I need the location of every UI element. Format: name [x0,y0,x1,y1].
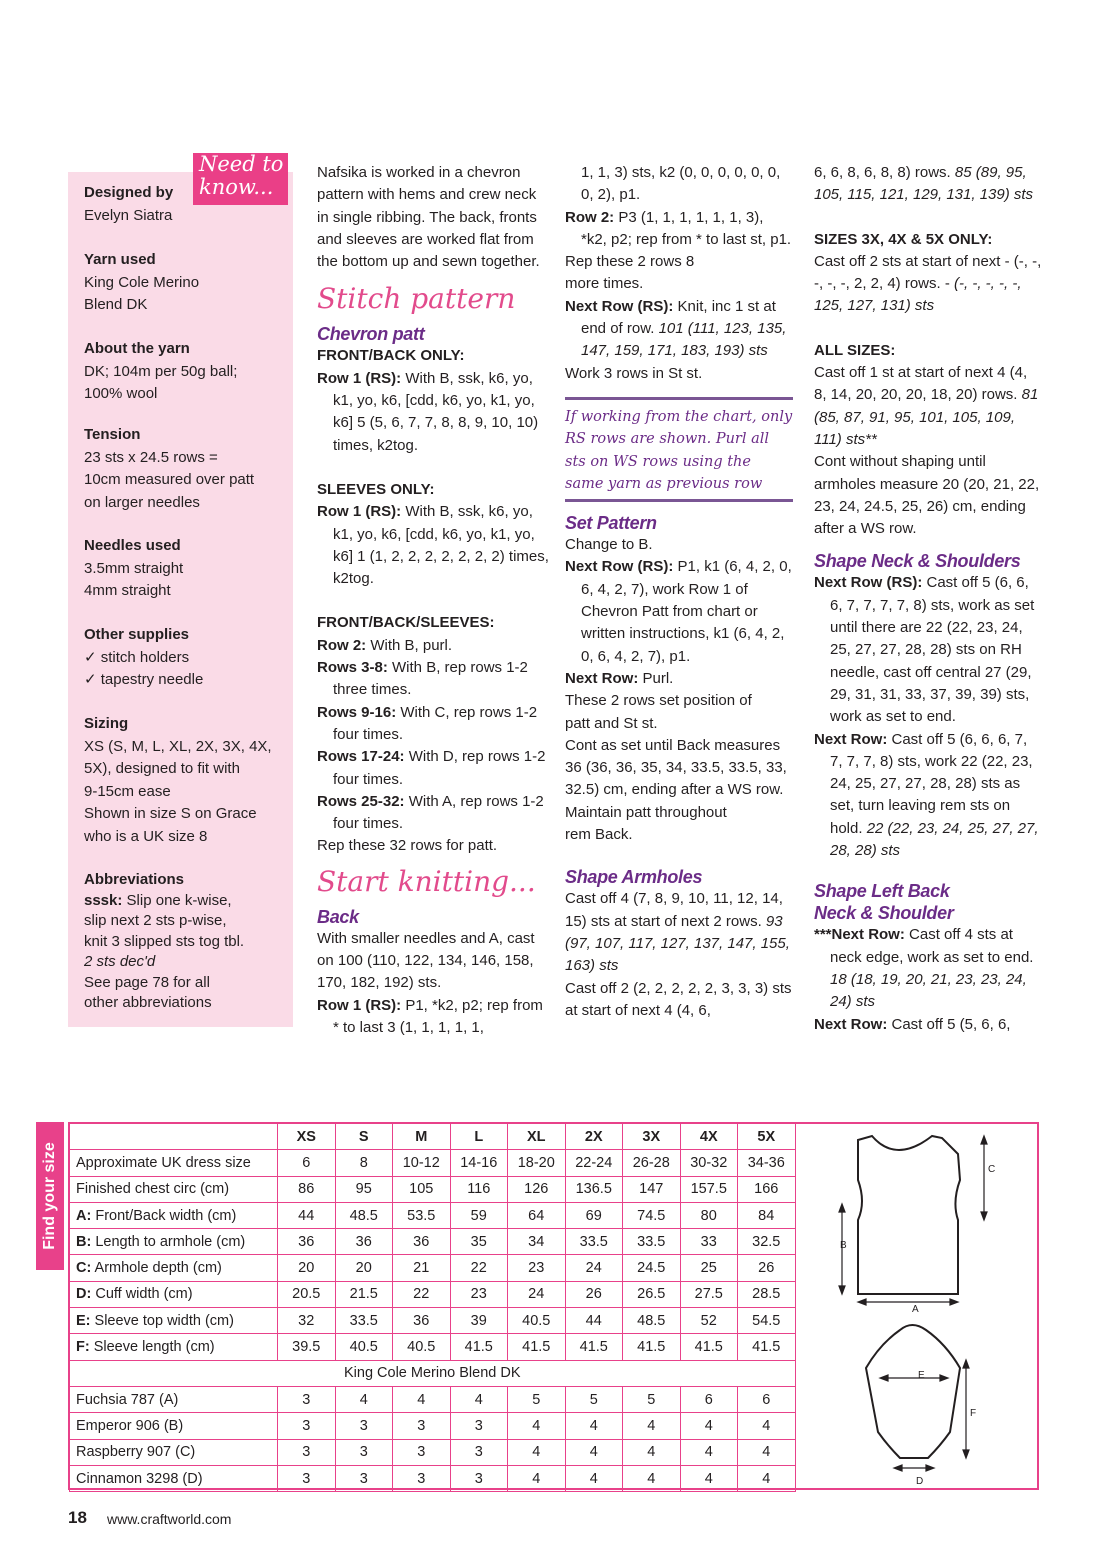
row-label: C: Armhole depth (cm) [70,1255,278,1281]
need-to-know-badge: Need to know... [193,153,288,205]
size-header: 3X [623,1124,681,1150]
table-cell: 5 [508,1386,566,1412]
table-cell: 3 [335,1465,393,1491]
row-label: B: Length to armhole (cm) [70,1229,278,1255]
table-cell: 84 [738,1202,796,1228]
table-cell: 3 [393,1465,451,1491]
table-cell: 41.5 [565,1334,623,1360]
website-link[interactable]: www.craftworld.com [107,1511,232,1527]
table-row [70,1465,796,1491]
table-cell: 3 [450,1439,508,1465]
table-cell: 64 [508,1202,566,1228]
table-cell: 39.5 [278,1334,336,1360]
table-cell: 44 [565,1308,623,1334]
table-cell: 4 [508,1439,566,1465]
table-cell: 3 [335,1439,393,1465]
yarn-span-label: King Cole Merino Blend DK [70,1360,796,1386]
stitch-pattern-heading: Stitch pattern [317,282,516,316]
row-label: D: Cuff width (cm) [70,1281,278,1307]
sizing: Sizing XS (S, M, L, XL, 2X, 3X, 4X, 5X), designed to fit with 9-15cm ease Shown in size S on Grace who is a UK size 8 [84,715,272,845]
table-cell: 4 [680,1413,738,1439]
left-back-heading: Shape Left Back Neck & Shoulder [814,881,954,924]
table-row [70,1439,796,1465]
table-cell: 21 [393,1255,451,1281]
table-cell: 34 [508,1229,566,1255]
table-cell: 116 [450,1176,508,1202]
table-cell: 4 [738,1439,796,1465]
table-row [70,1308,796,1334]
table-cell: 40.5 [393,1334,451,1360]
chevron-heading: Chevron patt [317,324,425,345]
table-cell: 35 [450,1229,508,1255]
table-cell: 18-20 [508,1150,566,1176]
table-cell: 74.5 [623,1202,681,1228]
table-cell: 36 [278,1229,336,1255]
table-cell: 53.5 [393,1202,451,1228]
table-cell: 4 [335,1386,393,1412]
row-label: A: Front/Back width (cm) [70,1202,278,1228]
table-cell: 20 [278,1255,336,1281]
size-header: L [450,1124,508,1150]
table-cell: 3 [450,1413,508,1439]
table-cell: 36 [393,1229,451,1255]
table-cell: 28.5 [738,1281,796,1307]
table-cell: 10-12 [393,1150,451,1176]
table-cell: 59 [450,1202,508,1228]
label-a: A [912,1304,919,1315]
table-cell: 4 [738,1413,796,1439]
table-cell: 4 [680,1465,738,1491]
designed-by: Designed by Evelyn Siatra [84,184,174,224]
table-cell: 20 [335,1255,393,1281]
table-cell: 23 [450,1281,508,1307]
table-cell: 4 [623,1439,681,1465]
table-cell: 105 [393,1176,451,1202]
table-cell: 157.5 [680,1176,738,1202]
table-cell: 27.5 [680,1281,738,1307]
table-cell: 4 [508,1413,566,1439]
size-header: XS [278,1124,336,1150]
table-cell: 36 [393,1308,451,1334]
table-cell: 5 [623,1386,681,1412]
table-cell: 52 [680,1308,738,1334]
table-cell: 86 [278,1176,336,1202]
yarn-span-row [70,1360,796,1386]
table-cell: 136.5 [565,1176,623,1202]
column-3: 6, 6, 8, 6, 8, 8) rows. 85 (89, 95, 105, 115, 121, 129, 131, 139) sts SIZES 3X, 4X & 5X ONLY: Cast off 2 sts at start of next - (-, -, -, -, -, 2, 2, 4) rows. - (-, -, -, -, -, 125, 127, 131) sts ALL SIZES: Cast off 1 st at start of next 4 (4, 8, 14, 20, 20, 20, 18, 20) rows. 81 (85, 87, 91, 95, 101, 105, 109, 111) sts** Cont without shaping until armholes measure 20 (20, 21, 22, 23, 24, 24.5, 25, 26) cm, ending after a WS row. Shape Neck & Shoulders Next Row (RS): Cast off 5 (6, 6, 6, 7, 7, 7, 7, 8) sts, work as set until there are 22 (22, 23, 24, 25, 27, 27, 28, 28) sts on RH needle, cast off central 27 (29, 29, 31, 31, 33, 37, 39, 39) sts, work as set to end. Next Row: Cast off 5 (6, 6, 6, 7, 7, 7, 7, 8) sts, work 22 (22, 23, 24, 25, 27, 27, 28, 28) sts as set, turn leaving rem sts on hold. 22 (22, 23, 24, 25, 27, 27, 28, 28) sts Shape Left Back Neck & Shoulder ***Next Row: Cast off 4 sts at neck edge, work as set to end. 18 (18, 19, 20, 21, 23, 23, 24, 24) sts Next Row: Cast off 5 (5, 6, 6, [814,164,1042,1033]
label-b: B [840,1240,847,1251]
table-row [70,1281,796,1307]
size-header: 4X [680,1124,738,1150]
table-cell: 44 [278,1202,336,1228]
row-label: Emperor 906 (B) [70,1413,278,1439]
table-cell: 41.5 [738,1334,796,1360]
table-cell: 26-28 [623,1150,681,1176]
table-cell: 147 [623,1176,681,1202]
table-cell: 3 [278,1386,336,1412]
intro-text: Nafsika is worked in a chevron pattern with hems and crew neck in single ribbing. The back, fronts and sleeves are worked flat from the bottom up and sewn together. [317,164,540,271]
set-pattern-heading: Set Pattern [565,513,657,534]
garment-schematic [800,1124,1037,1488]
size-header: XL [508,1124,566,1150]
table-cell: 24 [508,1281,566,1307]
table-cell: 95 [335,1176,393,1202]
row-label: E: Sleeve top width (cm) [70,1308,278,1334]
start-knitting-heading: Start knitting... [317,864,536,898]
table-cell: 4 [565,1413,623,1439]
size-table [69,1123,796,1492]
table-cell: 4 [393,1386,451,1412]
table-cell: 4 [450,1386,508,1412]
table-cell: 4 [738,1465,796,1491]
table-cell: 3 [450,1465,508,1491]
table-cell: 40.5 [335,1334,393,1360]
table-cell: 36 [335,1229,393,1255]
size-header: M [393,1124,451,1150]
table-cell: 48.5 [335,1202,393,1228]
table-cell: 3 [278,1465,336,1491]
table-cell: 41.5 [450,1334,508,1360]
table-cell: 6 [278,1150,336,1176]
find-your-size-tab: Find your size [36,1122,64,1270]
table-cell: 34-36 [738,1150,796,1176]
table-cell: 8 [335,1150,393,1176]
table-cell: 39 [450,1308,508,1334]
table-row [70,1386,796,1412]
table-cell: 69 [565,1202,623,1228]
table-cell: 4 [565,1439,623,1465]
table-cell: 40.5 [508,1308,566,1334]
yarn-used: Yarn used King Cole Merino Blend DK [84,251,200,313]
table-cell: 54.5 [738,1308,796,1334]
other-supplies: Other supplies ✓ stitch holders ✓ tapestry needle [84,626,204,688]
row-label: Fuchsia 787 (A) [70,1386,278,1412]
table-row [70,1150,796,1176]
table-cell: 4 [623,1413,681,1439]
label-e: E [918,1370,925,1381]
table-cell: 30-32 [680,1150,738,1176]
table-cell: 3 [393,1413,451,1439]
table-cell: 20.5 [278,1281,336,1307]
table-cell: 4 [623,1465,681,1491]
about-yarn: About the yarn DK; 104m per 50g ball; 100% wool [84,340,238,402]
table-cell: 22 [450,1255,508,1281]
page-number: 18 [68,1508,87,1527]
table-cell: 33.5 [565,1229,623,1255]
table-cell: 4 [565,1465,623,1491]
shape-armholes-heading: Shape Armholes [565,867,703,888]
needles-used: Needles used 3.5mm straight 4mm straight [84,537,184,599]
column-2: 1, 1, 3) sts, k2 (0, 0, 0, 0, 0, 0, 0, 2), p1. Row 2: P3 (1, 1, 1, 1, 1, 1, 3), *k2, p2; rep from * to last st, p1. Rep these 2 rows 8 more times. Next Row (RS): Knit, inc 1 st at end of row. 101 (111, 123, 135, 147, 159, 171, 183, 193) sts Work 3 rows in St st. If working from the chart, only RS rows are shown. Purl all sts on WS rows using the same yarn as previous row Set Pattern Change to B. Next Row (RS): P1, k1 (6, 4, 2, 0, 6, 4, 2, 7), work Row 1 of Chevron Patt from chart or written instructions, k1 (6, 4, 2, 0, 6, 4, 2, 7), p1. Next Row: Purl. These 2 rows set position of patt and St st. Cont as set until Back measures 36 (36, 36, 35, 34, 33.5, 33.5, 33, 32.5) cm, ending after a WS row. Maintain patt throughout rem Back. Shape Armholes Cast off 4 (7, 8, 9, 10, 11, 12, 14, 15) sts at start of next 2 rows. 93 (97, 107, 117, 127, 137, 147, 155, 163) sts Cast off 2 (2, 2, 2, 2, 2, 3, 3, 3) sts at start of next 4 (4, 6, [565,164,793,1019]
table-cell: 3 [393,1439,451,1465]
row-label: Raspberry 907 (C) [70,1439,278,1465]
table-cell: 4 [680,1439,738,1465]
table-cell: 166 [738,1176,796,1202]
table-cell: 4 [508,1465,566,1491]
row-label: Finished chest circ (cm) [70,1176,278,1202]
table-cell: 22 [393,1281,451,1307]
table-cell: 41.5 [680,1334,738,1360]
table-cell: 48.5 [623,1308,681,1334]
table-cell: 3 [278,1439,336,1465]
table-cell: 33 [680,1229,738,1255]
table-cell: 41.5 [508,1334,566,1360]
label-f: F [970,1408,977,1419]
table-cell: 32 [278,1308,336,1334]
table-cell: 33.5 [623,1229,681,1255]
sleeve-outline [866,1325,960,1458]
table-cell: 14-16 [450,1150,508,1176]
table-cell: 126 [508,1176,566,1202]
table-cell: 33.5 [335,1308,393,1334]
tension: Tension 23 sts x 24.5 rows = 10cm measured over patt on larger needles [84,426,255,511]
table-cell: 3 [278,1413,336,1439]
table-header-row [70,1124,796,1150]
table-cell: 32.5 [738,1229,796,1255]
table-row [70,1255,796,1281]
size-header: 2X [565,1124,623,1150]
column-1: Nafsika is worked in a chevron pattern with hems and crew neck in single ribbing. The back, fronts and sleeves are worked flat from the bottom up and sewn together. Stitch pattern Chevron patt FRONT/BACK ONLY: Row 1 (RS): With B, ssk, k6, yo, k1, yo, k6, [cdd, k6, yo, k1, yo, k6] 5 (5, 6, 7, 7, 8, 8, 9, 10, 10) times, k2tog. SLEEVES ONLY: Row 1 (RS): With B, ssk, k6, yo, k1, yo, k6, [cdd, k6, yo, k1, yo, k6] 1 (1, 2, 2, 2, 2, 2, 2, 2) times, k2tog. FRONT/BACK/SLEEVES: Row 2: With B, purl. Rows 3-8: With B, rep rows 1-2 three times. Rows 9-16: With C, rep rows 1-2 four times. Rows 17-24: With D, rep rows 1-2 four times. Rows 25-32: With A, rep rows 1-2 four times. Rep these 32 rows for patt. Start knitting... Back With smaller needles and A, cast on 100 (110, 122, 134, 146, 158, 170, 182, 192) sts. Row 1 (RS): P1, *k2, p2; rep from * to last 3 (1, 1, 1, 1, 1, [317,164,549,1036]
size-header: S [335,1124,393,1150]
size-header: 5X [738,1124,796,1150]
chart-callout: If working from the chart, only RS rows are shown. Purl all sts on WS rows using the same yarn as previous row [565,397,793,502]
table-cell: 26.5 [623,1281,681,1307]
label-c: C [988,1164,996,1175]
table-cell: 23 [508,1255,566,1281]
table-row [70,1413,796,1439]
table-row [70,1176,796,1202]
abbreviations: Abbreviations sssk: Slip one k-wise, slip next 2 sts p-wise, knit 3 slipped sts tog tbl. 2 sts dec'd See page 78 for all other abbreviations [84,871,245,1011]
table-row [70,1229,796,1255]
row-label: Approximate UK dress size [70,1150,278,1176]
label-d: D [916,1476,924,1487]
table-cell: 26 [565,1281,623,1307]
table-cell: 80 [680,1202,738,1228]
shape-neck-heading: Shape Neck & Shoulders [814,551,1021,572]
table-cell: 25 [680,1255,738,1281]
table-cell: 21.5 [335,1281,393,1307]
row-label: Cinnamon 3298 (D) [70,1465,278,1491]
table-cell: 6 [680,1386,738,1412]
body-outline [858,1136,960,1294]
table-cell: 26 [738,1255,796,1281]
table-cell: 3 [335,1413,393,1439]
back-heading: Back [317,906,359,927]
table-cell: 41.5 [623,1334,681,1360]
table-cell: 5 [565,1386,623,1412]
table-row [70,1202,796,1228]
table-cell: 24.5 [623,1255,681,1281]
table-cell: 6 [738,1386,796,1412]
row-label: F: Sleeve length (cm) [70,1334,278,1360]
table-cell: 22-24 [565,1150,623,1176]
table-cell: 24 [565,1255,623,1281]
table-row [70,1334,796,1360]
